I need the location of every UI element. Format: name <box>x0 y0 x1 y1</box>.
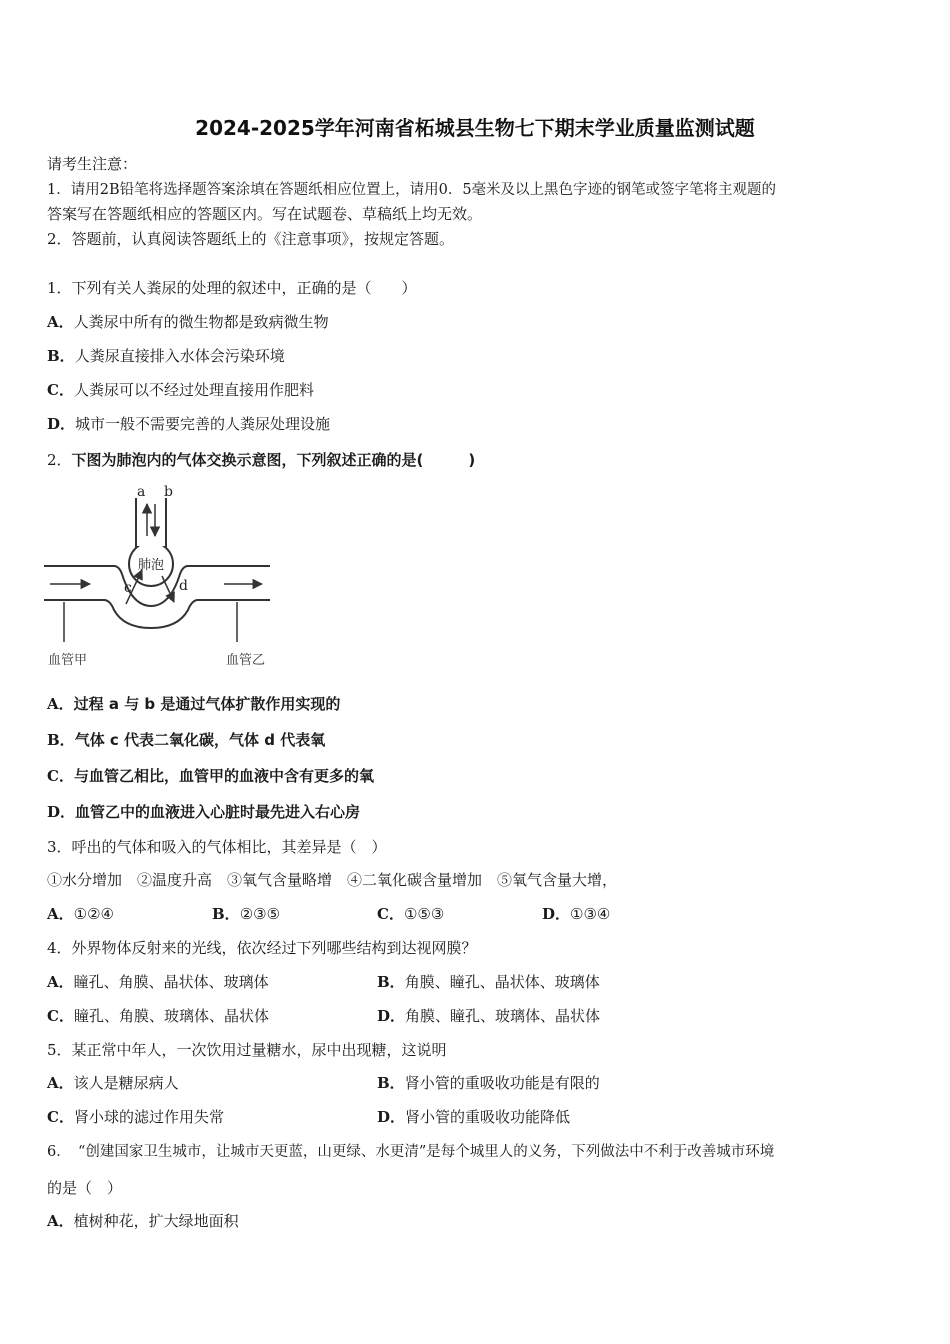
alveolus-label: 肺泡 <box>138 558 165 573</box>
label-d: d <box>179 578 188 594</box>
label-c: c <box>124 580 132 596</box>
q1-option-a: A．人粪尿中所有的微生物都是致病微生物 <box>47 313 329 331</box>
q3-option-c: C．①⑤③ <box>377 905 445 923</box>
q2-stem: 2．下图为肺泡内的气体交换示意图，下列叙述正确的是( ) <box>47 451 476 469</box>
vessel-1-label: 血管甲 <box>48 653 88 668</box>
q5-option-a: A．该人是糖尿病人 <box>47 1074 179 1092</box>
q1-stem: 1．下列有关人粪尿的处理的叙述中，正确的是（ ） <box>47 279 417 297</box>
q5-option-d: D．肾小管的重吸收功能降低 <box>377 1108 571 1126</box>
q3-items: ①水分增加 ②温度升高 ③氧气含量略增 ④二氧化碳含量增加 ⑤氧气含量大增， <box>47 871 618 889</box>
label-b: b <box>164 484 173 500</box>
label-a: a <box>137 484 146 500</box>
q3-option-b: B．②③⑤ <box>212 905 281 923</box>
q5-stem: 5．某正常中年人，一次饮用过量糖水，尿中出现糖，这说明 <box>47 1041 447 1059</box>
notice-line-1: 1．请用2B铅笔将选择题答案涂填在答题纸相应位置上，请用0．5毫米及以上黑色字迹的钢笔或签字笔将主观题的 <box>47 182 777 198</box>
notice-heading: 请考生注意： <box>47 155 138 173</box>
q3-stem: 3．呼出的气体和吸入的气体相比，其差异是（ ） <box>47 838 387 856</box>
q1-option-c: C．人粪尿可以不经过处理直接用作肥料 <box>47 381 314 399</box>
q2-option-d: D．血管乙中的血液进入心脏时最先进入右心房 <box>47 803 361 821</box>
q3-option-d: D．①③④ <box>542 905 611 923</box>
q6-stem-cont: 的是（ ） <box>47 1179 123 1197</box>
q1-option-b: B．人粪尿直接排入水体会污染环境 <box>47 347 285 365</box>
notice-line-1b: 答案写在答题纸相应的答题区内。写在试题卷、草稿纸上均无效。 <box>47 205 483 223</box>
page-title: 2024-2025学年河南省柘城县生物七下期末学业质量监测试题 <box>195 116 755 140</box>
q6-option-a: A．植树种花，扩大绿地面积 <box>47 1212 239 1230</box>
q3-option-a: A．①②④ <box>47 905 114 923</box>
q4-stem: 4．外界物体反射来的光线，依次经过下列哪些结构到达视网膜？ <box>47 939 477 957</box>
notice-line-2: 2．答题前，认真阅读答题纸上的《注意事项》，按规定答题。 <box>47 230 455 248</box>
q1-option-d: D．城市一般不需要完善的人粪尿处理设施 <box>47 415 331 433</box>
q4-option-a: A．瞳孔、角膜、晶状体、玻璃体 <box>47 973 269 991</box>
q4-option-b: B．角膜、瞳孔、晶状体、玻璃体 <box>377 973 600 991</box>
q4-option-d: D．角膜、瞳孔、玻璃体、晶状体 <box>377 1007 601 1025</box>
q5-option-b: B．肾小管的重吸收功能是有限的 <box>377 1074 600 1092</box>
vessel-2-label: 血管乙 <box>226 653 266 668</box>
q2-option-b: B．气体 c 代表二氧化碳，气体 d 代表氧 <box>47 731 326 749</box>
alveolus-gas-exchange-diagram <box>44 478 284 673</box>
q5-option-c: C．肾小球的滤过作用失常 <box>47 1108 224 1126</box>
q6-stem: 6． “创建国家卫生城市，让城市天更蓝，山更绿、水更清”是每个城里人的义务，下列做法中不利于改善城市环境 <box>47 1144 775 1160</box>
q4-option-c: C．瞳孔、角膜、玻璃体、晶状体 <box>47 1007 269 1025</box>
q2-option-a: A．过程 a 与 b 是通过气体扩散作用实现的 <box>47 695 341 713</box>
q2-option-c: C．与血管乙相比，血管甲的血液中含有更多的氧 <box>47 767 374 785</box>
